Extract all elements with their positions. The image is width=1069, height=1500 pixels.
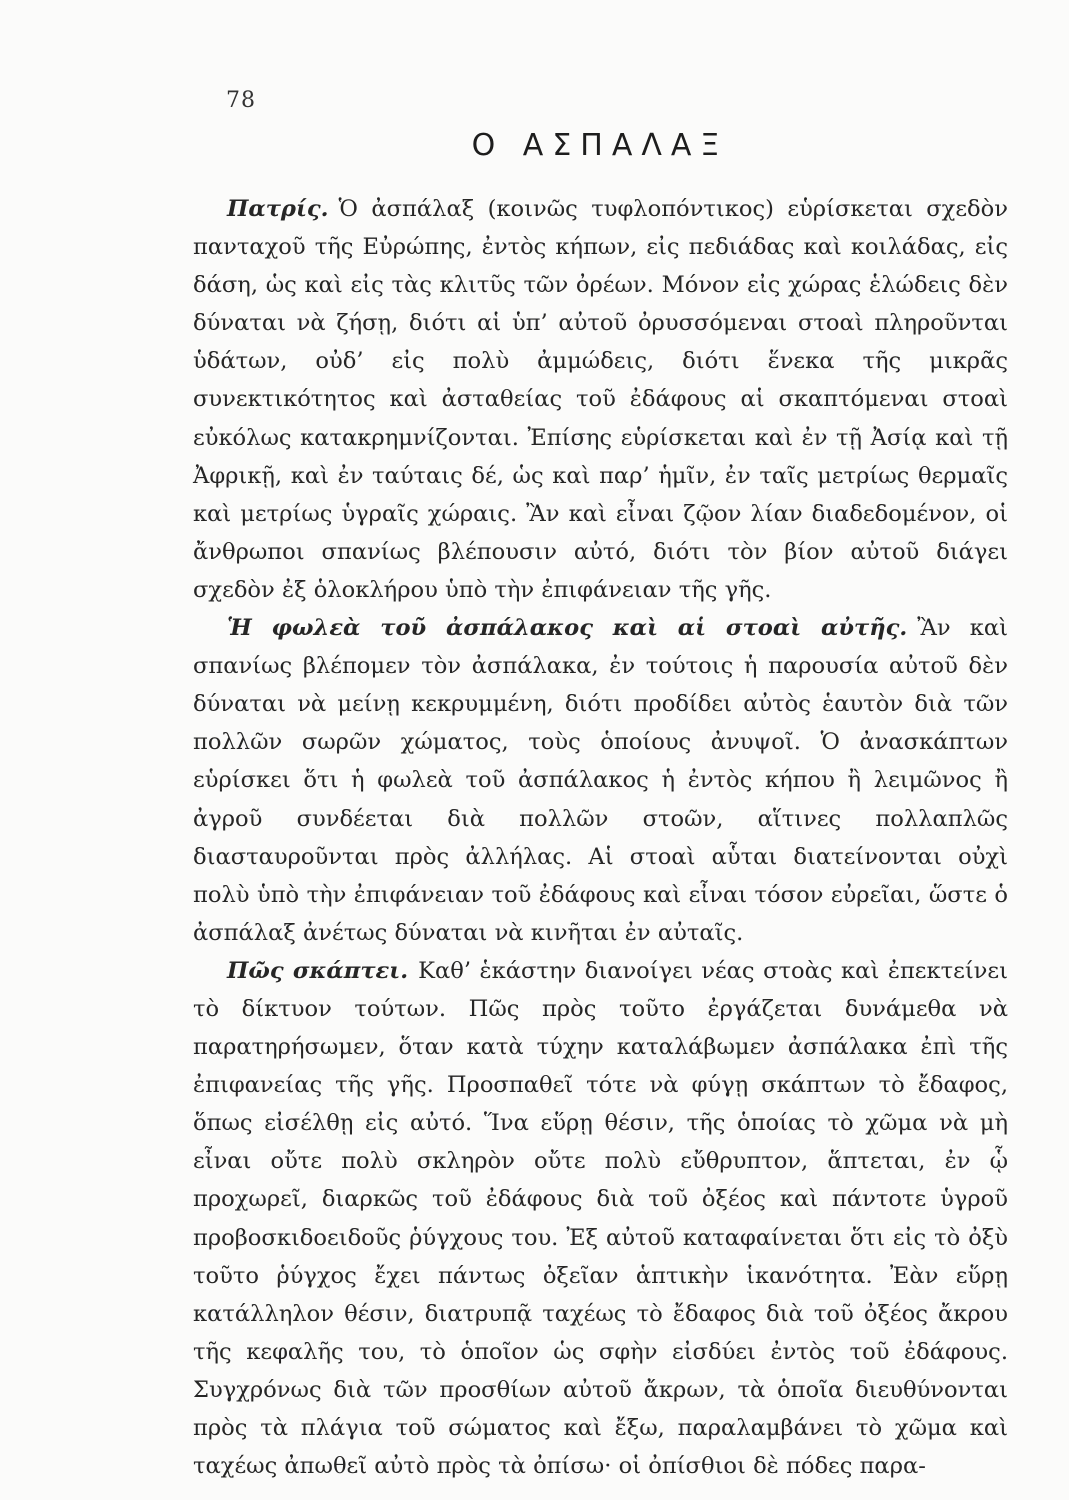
chapter-title: Ο ΑΣΠΑΛΑΞ xyxy=(471,128,729,163)
page-number: 78 xyxy=(226,88,256,113)
paragraph-homeland xyxy=(193,190,1008,609)
body-text xyxy=(193,190,1008,1485)
paragraph-digging xyxy=(193,952,1008,1485)
paragraph-text-nest: Ἂν καὶ σπανίως βλέπομεν τὸν ἀσπάλακα, ἐν τούτοις ἡ παρουσία αὐτοῦ δὲν δύναται νὰ μείνῃ κεκρυμμένη, διότι προδίδει αὐτὸς ἑαυτὸν διὰ τῶν πολλῶν σωρῶν χώματος, τοὺς ὁποίους ἀνυψοῖ. Ὁ ἀνασκάπτων εὑρίσκει ὅτι ἡ φωλεὰ τοῦ ἀσπάλακος ἡ ἐντὸς κήπου ἢ λειμῶνος ἢ ἀγροῦ συνδέεται διὰ πολλῶν στοῶν, αἵτινες πολλαπλῶς διασταυροῦνται πρὸς ἀλλήλας. Αἱ στοαὶ αὗται διατείνονται οὐχὶ πολὺ ὑπὸ τὴν ἐπιφάνειαν τοῦ ἐδάφους καὶ εἶναι τόσον εὐρεῖαι, ὥστε ὁ ἀσπάλαξ ἀνέτως δύναται νὰ κινῆται ἐν αὐταῖς. xyxy=(193,615,1009,946)
paragraph-nest xyxy=(193,609,1008,952)
section-heading-digging: Πῶς σκάπτει. xyxy=(227,957,409,984)
section-heading-homeland: Πατρίς. xyxy=(227,196,329,222)
section-heading-nest: Ἡ φωλεὰ τοῦ ἀσπάλακος καὶ αἱ στοαὶ αὐτῆς. xyxy=(227,615,908,642)
paragraph-text-digging: Καθ’ ἑκάστην διανοίγει νέας στοὰς καὶ ἐπεκτείνει τὸ δίκτυον τούτων. Πῶς πρὸς τοῦτο ἐργάζεται δυνάμεθα νὰ παρατηρήσωμεν, ὅταν κατὰ τύχην καταλάβωμεν ἀσπάλακα ἐπὶ τῆς ἐπιφανείας τῆς γῆς. Προσπαθεῖ τότε νὰ φύγῃ σκάπτων τὸ ἔδαφος, ὅπως εἰσέλθῃ εἰς αὐτό. Ἵνα εὕρῃ θέσιν, τῆς ὁποίας τὸ χῶμα νὰ μὴ εἶναι οὔτε πολὺ σκληρὸν οὔτε πολὺ εὔθρυπτον, ἅπτεται, ἐν ᾧ προχωρεῖ, διαρκῶς τοῦ ἐδάφους διὰ τοῦ ὀξέος καὶ πάντοτε ὑγροῦ προβοσκιδοειδοῦς ῥύγχους του. Ἐξ αὐτοῦ καταφαίνεται ὅτι εἰς τὸ ὀξὺ τοῦτο ῥύγχος ἔχει πάντως ὀξεῖαν ἁπτικὴν ἱκανότητα. Ἐὰν εὕρῃ κατάλληλον θέσιν, διατρυπᾷ ταχέως τὸ ἔδαφος διὰ τοῦ ὀξέος ἄκρου τῆς κεφαλῆς του, τὸ ὁποῖον ὡς σφὴν εἰσδύει ἐντὸς τοῦ ἐδάφους. Συγχρόνως διὰ τῶν προσθίων αὐτοῦ ἄκρων, τὰ ὁποῖα διευθύνονται πρὸς τὰ πλάγια τοῦ σώματος καὶ ἔξω, παραλαμβάνει τὸ χῶμα καὶ ταχέως ἀπωθεῖ αὐτὸ πρὸς τὰ ὀπίσω· οἱ ὀπίσθιοι δὲ πόδες παρα- xyxy=(193,957,1008,1480)
paragraph-text-homeland: Ὁ ἀσπάλαξ (κοινῶς τυφλοπόντικος) εὑρίσκεται σχεδὸν πανταχοῦ τῆς Εὐρώπης, ἐντὸς κήπων, εἰς πεδιάδας καὶ κοιλάδας, εἰς δάση, ὡς καὶ εἰς τὰς κλιτῦς τῶν ὀρέων. Μόνον εἰς χώρας ἑλώδεις δὲν δύναται νὰ ζήσῃ, διότι αἱ ὑπ’ αὐτοῦ ὀρυσσόμεναι στοαὶ πληροῦνται ὑδάτων, οὐδ’ εἰς πολὺ ἀμμώδεις, διότι ἕνεκα τῆς μικρᾶς συνεκτικότητος καὶ ἀσταθείας τοῦ ἐδάφους αἱ σκαπτόμεναι στοαὶ εὐκόλως κατακρημνίζονται. Ἐπίσης εὑρίσκεται καὶ ἐν τῇ Ἀσίᾳ καὶ τῇ Ἀφρικῇ, καὶ ἐν ταύταις δέ, ὡς καὶ παρ’ ἡμῖν, ἐν ταῖς μετρίως θερμαῖς καὶ μετρίως ὑγραῖς χώραις. Ἂν καὶ εἶναι ζῷον λίαν διαδεδομένον, οἱ ἄνθρωποι σπανίως βλέπουσιν αὐτό, διότι τὸν βίον αὐτοῦ διάγει σχεδὸν ἐξ ὁλοκλήρου ὑπὸ τὴν ἐπιφάνειαν τῆς γῆς. xyxy=(193,196,1008,603)
